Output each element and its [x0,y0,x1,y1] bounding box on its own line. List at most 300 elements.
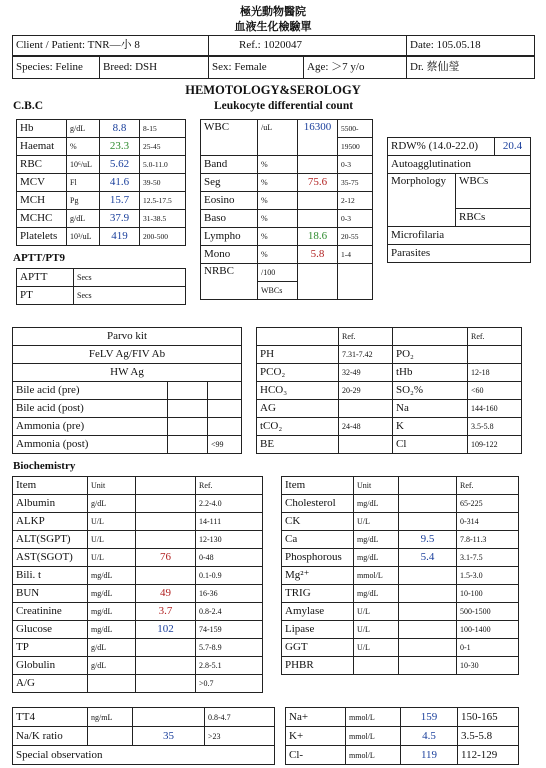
biochem-unit: U/L [354,603,399,621]
table-row [17,228,186,246]
table-row [257,328,522,346]
table-row [282,549,519,567]
serology-name: Parvo kit [13,328,242,346]
table-row [257,436,522,454]
leuko-unit: % [258,210,298,228]
biochem-name: Phosphorous [282,549,354,567]
biochem-ref: 0.1-0.9 [196,567,263,585]
cbc-ref: 25-45 [140,138,186,156]
breed-cell: Breed: DSH [100,57,209,79]
biochem-header-unit: Unit [88,477,136,495]
date-cell: Date: 105.05.18 [407,36,535,56]
aptt-title: APTT/PT9 [13,252,65,264]
table-row [13,382,242,400]
bloodgas-ref: 7.31-7.42 [339,346,393,364]
leuko-ref: 2-12 [338,192,373,210]
biochem-unit: U/L [88,531,136,549]
table-row [257,346,522,364]
leuko-name: Mono [201,246,258,264]
wbc-name: WBC [201,120,258,156]
table-row [257,400,522,418]
nrbc-unit: WBCs [258,282,298,300]
biochem-ref: 65-225 [457,495,519,513]
table-row [201,120,373,138]
section-title: HEMOTOLOGY&SEROLOGY [185,83,361,97]
biochem-ref: 100-1400 [457,621,519,639]
leuko-name: Band [201,156,258,174]
table-row [282,477,519,495]
cbc-name: MCH [17,192,67,210]
bloodgas-ref: 20-29 [339,382,393,400]
date-value: 105.05.18 [436,39,481,51]
table-row [17,269,186,287]
biochem-ref: 5.7-8.9 [196,639,263,657]
biochem-unit: U/L [354,639,399,657]
biochem-unit: U/L [88,513,136,531]
bottom-name: Na/K ratio [13,727,88,746]
biochem-unit: mg/dL [354,549,399,567]
leuko-unit: % [258,156,298,174]
leuko-ref: 35-75 [338,174,373,192]
biochem-title: Biochemistry [13,460,76,472]
electrolyte-name: Na+ [286,708,346,727]
biochem-value [136,531,196,549]
electrolytes-table [285,707,519,765]
bloodgas-ref: 12-18 [468,364,522,382]
table-row [17,120,186,138]
bloodgas-ref: 24-48 [339,418,393,436]
form-title: 血液生化檢驗單 [234,21,312,33]
biochem-value [399,513,457,531]
biochem-value [136,675,196,693]
table-row [282,567,519,585]
biochem-unit: mg/dL [354,495,399,513]
table-row [201,156,373,174]
sex-cell: Sex: Female [209,57,304,79]
table-row [286,708,519,727]
biochem-name: Bili. t [13,567,88,585]
leuko-value [298,210,338,228]
biochem-unit: mg/dL [88,603,136,621]
table-row [13,513,263,531]
table-row [257,382,522,400]
biochem-name: Cholesterol [282,495,354,513]
nrbc-ref [338,264,373,300]
biochem-name: Globulin [13,657,88,675]
biochem-value [399,621,457,639]
bloodgas-ref: 32-49 [339,364,393,382]
cbc-table [16,119,186,246]
leuko-unit: % [258,174,298,192]
cbc-unit: 10⁶/uL [67,156,100,174]
cbc-name: Platelets [17,228,67,246]
nrbc-unit: /100 [258,264,298,282]
biochem-ref: 74-159 [196,621,263,639]
biochem-name: GGT [282,639,354,657]
table-row [282,495,519,513]
biochem-unit: g/dL [88,639,136,657]
table-row [201,264,373,282]
biochem-ref: 0-48 [196,549,263,567]
parasites-label: Parasites [388,245,531,263]
bottom-name: TT4 [13,708,88,727]
table-row [201,174,373,192]
bloodgas-name: tHb [393,364,468,382]
bloodgas-name: tCO₂ [257,418,339,436]
biochem-name: Ca [282,531,354,549]
biochem-unit: mg/dL [354,531,399,549]
bottom-ref: >23 [205,727,275,746]
cbc-unit: 10³/uL [67,228,100,246]
table-row [282,603,519,621]
cbc-value: 5.62 [100,156,140,174]
biochem-ref: >0.7 [196,675,263,693]
biochem-unit: g/dL [88,495,136,513]
table-row [13,531,263,549]
leuko-unit: % [258,192,298,210]
table-row [13,585,263,603]
biochem-name: ALKP [13,513,88,531]
electrolyte-name: K+ [286,727,346,746]
biochem-name: TP [13,639,88,657]
table-row [13,746,275,765]
cbc-name: RBC [17,156,67,174]
bloodgas-ref [339,436,393,454]
bottom-left-table [12,707,275,765]
rdw-table [387,137,531,263]
biochem-name: CK [282,513,354,531]
biochem-unit: mg/dL [354,585,399,603]
biochem-value: 76 [136,549,196,567]
hospital-name: 極光動物醫院 [240,6,306,18]
bloodgas-ref: 144-160 [468,400,522,418]
cbc-name: MCHC [17,210,67,228]
wbc-unit: /uL [258,120,298,156]
age-cell: Age: ＞7 y/o [304,57,407,79]
cbc-unit: Pg [67,192,100,210]
biochem-unit: U/L [354,621,399,639]
leuko-value [298,192,338,210]
leuko-name: Seg [201,174,258,192]
serology-name: Ammonia (post) [13,436,168,454]
cbc-name: Hb [17,120,67,138]
table-row [13,477,263,495]
bloodgas-ref-header: Ref. [339,328,393,346]
ref-cell: Ref.: 1020047 [209,36,407,56]
biochem-name: Creatinine [13,603,88,621]
electrolyte-name: Cl- [286,746,346,765]
biochem-value: 5.4 [399,549,457,567]
doctor-cell: Dr. 蔡仙瑩 [407,57,535,79]
serology-value [168,436,208,454]
biochem-right-table [281,476,519,675]
cbc-value: 15.7 [100,192,140,210]
biochem-header-value [136,477,196,495]
leuko-unit: % [258,228,298,246]
table-row [13,400,242,418]
leuko-name: Eosino [201,192,258,210]
biochem-value [399,585,457,603]
electrolyte-unit: mmol/L [346,708,401,727]
electrolyte-ref: 3.5-5.8 [458,727,519,746]
bottom-ref: 0.8-4.7 [205,708,275,727]
table-row [13,495,263,513]
bloodgas-ref-header: Ref. [468,328,522,346]
species-cell: Species: Feline [13,57,100,79]
biochem-name: Glucose [13,621,88,639]
bottom-value [133,708,205,727]
client-value: TNR—小 8 [87,39,140,51]
bloodgas-ref [339,400,393,418]
biochem-name: Albumin [13,495,88,513]
biochem-value: 49 [136,585,196,603]
biochem-name: AST(SGOT) [13,549,88,567]
biochem-value [136,567,196,585]
table-row [13,675,263,693]
biochem-header-ref: Ref. [457,477,519,495]
biochem-value: 102 [136,621,196,639]
table-row [17,138,186,156]
biochem-value [399,567,457,585]
serology-name: FeLV Ag/FIV Ab [13,346,242,364]
bloodgas-name: SO₂% [393,382,468,400]
biochem-name: TRIG [282,585,354,603]
bloodgas-name: BE [257,436,339,454]
electrolyte-ref: 112-129 [458,746,519,765]
biochem-unit: mmol/L [354,567,399,585]
biochem-unit [354,657,399,675]
table-row [13,657,263,675]
biochem-name: PHBR [282,657,354,675]
biochem-ref: 2.8-5.1 [196,657,263,675]
serology-value [168,400,208,418]
serology-name: HW Ag [13,364,242,382]
biochem-value: 3.7 [136,603,196,621]
biochem-value [136,639,196,657]
cbc-ref: 31-38.5 [140,210,186,228]
cbc-ref: 200-500 [140,228,186,246]
leuko-ref: 0-3 [338,210,373,228]
cbc-value: 37.9 [100,210,140,228]
table-row [13,436,242,454]
leuko-name: Baso [201,210,258,228]
aptt-unit: Secs [74,269,186,287]
biochem-unit: g/dL [88,657,136,675]
bottom-unit [88,727,133,746]
cbc-ref: 39-50 [140,174,186,192]
nrbc-value [298,264,338,300]
leuko-value: 18.6 [298,228,338,246]
electrolyte-unit: mmol/L [346,746,401,765]
serology-name: Bile acid (pre) [13,382,168,400]
biochem-value [136,657,196,675]
table-row [282,621,519,639]
biochem-ref: 500-1500 [457,603,519,621]
biochem-ref: 14-111 [196,513,263,531]
biochem-header-ref: Ref. [196,477,263,495]
bloodgas-table [256,327,522,454]
biochem-value [399,657,457,675]
rdw-value: 20.4 [495,138,531,156]
biochem-header-unit: Unit [354,477,399,495]
cbc-ref: 12.5-17.5 [140,192,186,210]
leuko-value: 75.6 [298,174,338,192]
leuko-ref: 0-3 [338,156,373,174]
biochem-name: ALT(SGPT) [13,531,88,549]
leuko-name: Lympho [201,228,258,246]
autoagglutination-label: Autoagglutination [388,156,531,174]
cbc-unit: g/dL [67,210,100,228]
serology-ref: <99 [208,436,242,454]
biochem-header-item: Item [13,477,88,495]
table-row [286,746,519,765]
electrolyte-value: 159 [401,708,458,727]
wbc-value: 16300 [298,120,338,156]
table-row [17,192,186,210]
table-row [13,549,263,567]
leuko-table [200,119,373,300]
cbc-value: 41.6 [100,174,140,192]
biochem-name: Mg²⁺ [282,567,354,585]
leuko-value: 5.8 [298,246,338,264]
patient-info-table-2 [12,56,535,79]
nrbc-name: NRBC [201,264,258,300]
table-row [17,210,186,228]
table-row [13,567,263,585]
electrolyte-unit: mmol/L [346,727,401,746]
biochem-ref: 7.8-11.3 [457,531,519,549]
biochem-ref: 0-1 [457,639,519,657]
bloodgas-name: HCO₃ [257,382,339,400]
table-row [286,727,519,746]
biochem-value [399,495,457,513]
biochem-name: A/G [13,675,88,693]
serology-ref [208,400,242,418]
biochem-ref: 16-36 [196,585,263,603]
table-row [282,531,519,549]
table-row [17,156,186,174]
biochem-ref: 10-100 [457,585,519,603]
aptt-name: PT [17,287,74,305]
serology-value [168,382,208,400]
table-row [13,727,275,746]
bloodgas-name: Cl [393,436,468,454]
cbc-value: 419 [100,228,140,246]
bottom-value: 35 [133,727,205,746]
aptt-unit: Secs [74,287,186,305]
table-row [282,513,519,531]
table-row [257,364,522,382]
biochem-header-value [399,477,457,495]
biochem-unit: U/L [354,513,399,531]
serology-ref [208,418,242,436]
biochem-ref: 1.5-3.0 [457,567,519,585]
bloodgas-name: PO₂ [393,346,468,364]
cbc-ref: 8-15 [140,120,186,138]
biochem-value: 9.5 [399,531,457,549]
biochem-ref: 12-130 [196,531,263,549]
table-row [201,246,373,264]
patient-info-table [12,35,535,56]
electrolyte-value: 119 [401,746,458,765]
biochem-name: BUN [13,585,88,603]
cbc-value: 23.3 [100,138,140,156]
table-row [201,228,373,246]
biochem-unit: U/L [88,549,136,567]
table-row [13,418,242,436]
table-row [201,210,373,228]
bloodgas-ref: <60 [468,382,522,400]
client-cell: Client / Patient: TNR—小 8 [13,36,209,56]
table-row [17,287,186,305]
cbc-unit: Fl [67,174,100,192]
biochem-value [136,495,196,513]
cbc-name: Haemat [17,138,67,156]
serology-table [12,327,242,454]
biochem-ref: 3.1-7.5 [457,549,519,567]
leuko-ref: 20-55 [338,228,373,246]
aptt-name: APTT [17,269,74,287]
aptt-table [16,268,186,305]
table-row [17,174,186,192]
bloodgas-blank [257,328,339,346]
biochem-unit [88,675,136,693]
table-row [282,657,519,675]
microfilaria-label: Microfilaria [388,227,531,245]
table-row [13,328,242,346]
leuko-ref: 1-4 [338,246,373,264]
biochem-unit: mg/dL [88,567,136,585]
biochem-ref: 0.8-2.4 [196,603,263,621]
table-row [13,708,275,727]
table-row [13,603,263,621]
biochem-ref: 10-30 [457,657,519,675]
table-row [282,639,519,657]
morphology-rbcs: RBCs [456,209,531,227]
morphology-wbcs: WBCs [456,174,531,209]
bloodgas-ref: 3.5-5.8 [468,418,522,436]
bloodgas-name: Na [393,400,468,418]
cbc-title: C.B.C [13,100,44,112]
serology-ref [208,382,242,400]
special-observation-label: Special observation [13,746,275,765]
cbc-value: 8.8 [100,120,140,138]
cbc-unit: g/dL [67,120,100,138]
wbc-ref: 5500- [338,120,373,138]
bloodgas-ref: 109-122 [468,436,522,454]
table-row [13,346,242,364]
leuko-unit: % [258,246,298,264]
serology-value [168,418,208,436]
biochem-unit: mg/dL [88,585,136,603]
table-row [257,418,522,436]
table-row [13,639,263,657]
bottom-unit: ng/mL [88,708,133,727]
bloodgas-name: AG [257,400,339,418]
biochem-name: Amylase [282,603,354,621]
table-row [282,585,519,603]
serology-name: Ammonia (pre) [13,418,168,436]
electrolyte-value: 4.5 [401,727,458,746]
serology-name: Bile acid (post) [13,400,168,418]
biochem-value [399,603,457,621]
table-row [13,621,263,639]
bloodgas-name: K [393,418,468,436]
cbc-name: MCV [17,174,67,192]
leuko-title: Leukocyte differential count [214,100,354,112]
electrolyte-ref: 150-165 [458,708,519,727]
biochem-unit: mg/dL [88,621,136,639]
